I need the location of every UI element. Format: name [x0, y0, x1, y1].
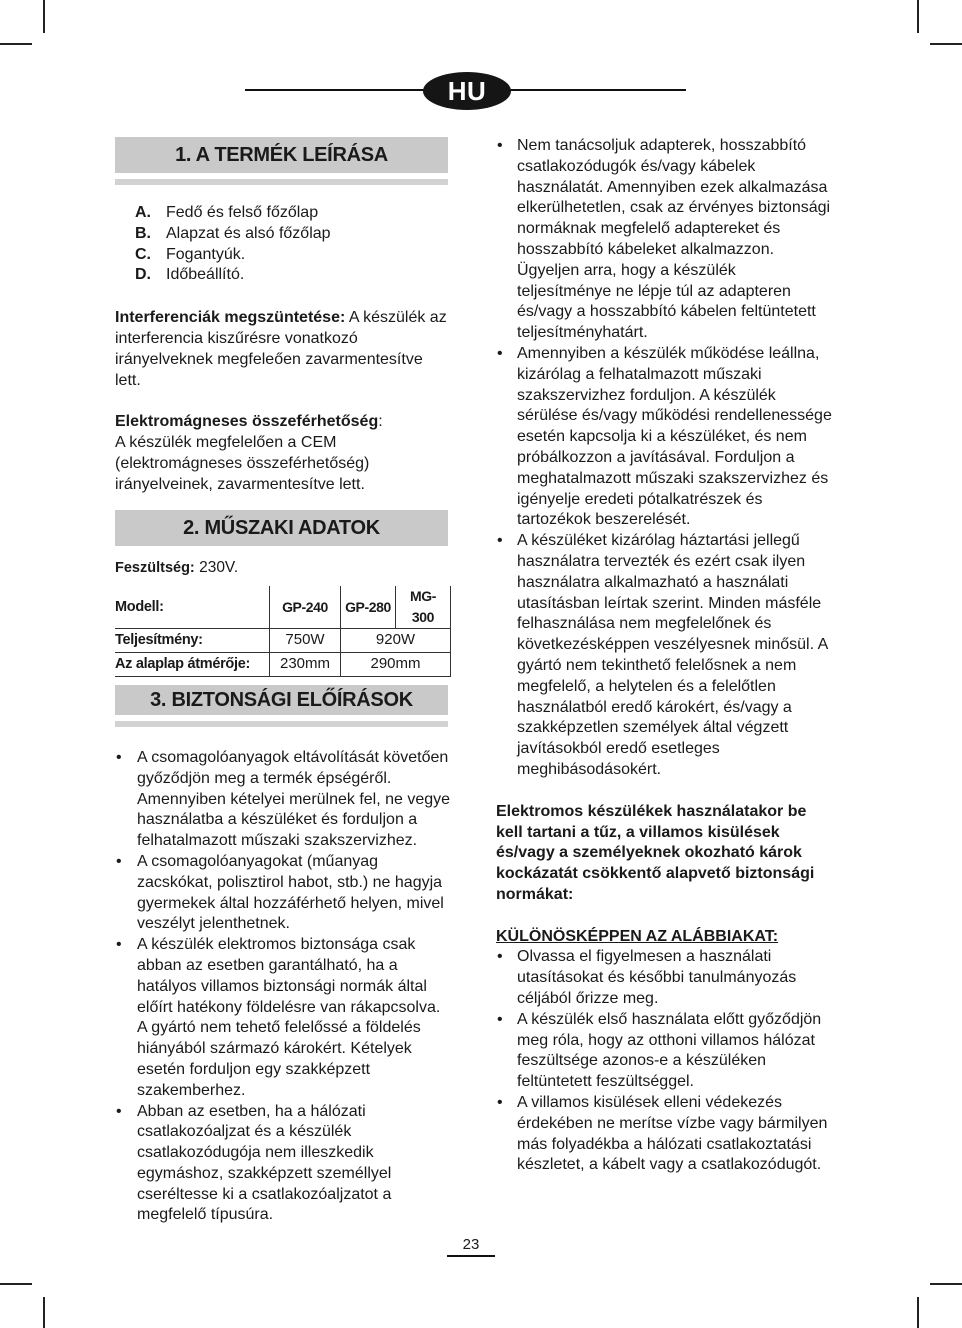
- crop-mark: [43, 0, 45, 33]
- section-rule: [115, 721, 448, 727]
- table-row: [115, 586, 451, 628]
- part-letter: C.: [135, 245, 151, 263]
- left-column: [115, 137, 451, 1226]
- section-heading: 1. A TERMÉK LEÍRÁSA: [115, 137, 448, 173]
- list-item: • A villamos kisülések elleni védekezés érdekében ne merítse vízbe vagy bármilyen más folyadékba a hálózati csatlakoztatási készletet, a kábelt vagy a csatlakozódugót.: [496, 1093, 832, 1176]
- crop-mark: [0, 43, 32, 45]
- safety-list-continued: [496, 136, 832, 781]
- especially-list: [496, 947, 832, 1176]
- model-header: GP-240: [270, 586, 341, 628]
- part-letter: D.: [135, 266, 151, 284]
- emc-colon: :: [378, 413, 383, 431]
- crop-mark: [917, 0, 919, 33]
- list-item: [135, 245, 451, 266]
- list-item: • A készülék elektromos biztonsága csak abban az esetben garantálható, ha a hatályos villamos biztonsági normák által előírt hatékony földelésre van rákapcsolva. A gyártó nem tehető felelőssé a földelés hiányából származó károkért. Kételyek esetén forduljon egy szakképzett szakemberhez.: [115, 935, 451, 1101]
- list-item: [135, 203, 451, 224]
- crop-mark: [0, 1283, 32, 1285]
- page-number-rule: [447, 1255, 495, 1257]
- table-cell: 750W: [270, 628, 341, 652]
- table-cell: 920W: [341, 628, 451, 652]
- warning-paragraph: Elektromos készülékek használatakor be kell tartani a tűz, a villamos kisülések és/vagy a személyeknek okozható károk kockázatát csökkentő alapvető biztonsági normákat:: [496, 802, 815, 903]
- model-header: GP-280: [341, 586, 396, 628]
- list-item: [135, 265, 451, 286]
- list-item: • Amennyiben a készülék működése leállna, kizárólag a felhatalmazott műszaki szakszervizhez forduljon. A készülék sérülése és/vagy működési rendellenessége esetén kapcsolja ki a készüléket, és nem próbálkozzon a javításával. Forduljon a meghatalmazott műszaki szakszervizhez és igényelje eredeti pótalkatrészek és tartozékok beszerelését.: [496, 344, 832, 531]
- table-row: [115, 628, 451, 652]
- voltage-line: [115, 558, 451, 579]
- safety-list: [115, 748, 451, 1226]
- interference-paragraph: [115, 308, 451, 391]
- power-label: Teljesítmény:: [115, 628, 270, 652]
- list-item: • A csomagolóanyagokat (műanyag zacskókat, polisztirol habot, stb.) ne hagyja gyermekek által hozzáférhető helyen, mivel veszélyt jelenthetnek.: [115, 852, 451, 935]
- header-rule-left: [245, 89, 425, 91]
- interference-label: Interferenciák megszüntetése:: [115, 309, 346, 327]
- especially-heading: KÜLÖNÖSKÉPPEN AZ ALÁBBIAKAT:: [496, 927, 779, 945]
- language-badge: HU: [423, 72, 511, 110]
- part-text: Fedő és felső főzőlap: [166, 204, 319, 221]
- emc-label: Elektromágneses összeférhetőség: [115, 413, 379, 431]
- list-item: • A készüléket kizárólag háztartási jellegű használatra tervezték és ezért csak ilyen használatra alkalmazható a használati utasításban leírtak szerint. Minden másféle felhasználása nem megfelelőnek és következésképpen veszélyesnek minősül. A gyártó nem tekinthető felelősnek a nem megfelelő, a helytelen és a felelőtlen használatból eredő károkért, és/vagy a szakképzetlen személyek által végzett javításokból eredő esetleges meghibásodásokért.: [496, 531, 832, 781]
- interference-text: A készülék az interferencia kiszűrésre vonatkozó irányelveknek megfeleően zavarmentesítve lett.: [115, 309, 447, 389]
- header-rule-right: [509, 89, 686, 91]
- specs-table: [115, 586, 451, 677]
- table-row: [115, 652, 451, 676]
- emc-paragraph: [115, 412, 451, 495]
- voltage-value: 230V.: [194, 558, 239, 576]
- list-item: • A csomagolóanyagok eltávolítását követően győződjön meg a termék épségéről. Amennyiben kételyei merülnek fel, ne vegye használatba a készüléket és forduljon a felhatalmazott műszaki szakszervizhez.: [115, 748, 451, 852]
- list-item: • Abban az esetben, ha a hálózati csatlakozóaljzat és a készülék csatlakozódugója nem illeszkedik egymáshoz, szakképzett személlyel cseréltesse ki a csatlakozóaljzatot a megfelelő típusúra.: [115, 1102, 451, 1227]
- table-cell: 230mm: [270, 652, 341, 676]
- crop-mark: [930, 43, 962, 45]
- right-column: [496, 136, 832, 1176]
- voltage-label: Feszültség:: [115, 559, 195, 576]
- parts-list: [135, 203, 451, 286]
- part-letter: B.: [135, 224, 151, 242]
- crop-mark: [43, 1297, 45, 1328]
- diameter-label: Az alaplap átmérője:: [115, 652, 270, 676]
- list-item: • A készülék első használata előtt győződjön meg róla, hogy az otthoni villamos hálózat feszültsége azonos-e a készüléken feltüntetett feszültséggel.: [496, 1010, 832, 1093]
- section-rule: [115, 179, 448, 185]
- section-heading: 2. MŰSZAKI ADATOK: [115, 510, 448, 546]
- crop-mark: [917, 1297, 919, 1328]
- section-heading: 3. BIZTONSÁGI ELŐÍRÁSOK: [115, 685, 448, 715]
- page-number: 23: [462, 1236, 480, 1253]
- emc-text: A készülék megfelelően a CEM (elektromágneses összeférhetőség) irányelveinek, zavarmentesítve lett.: [115, 434, 370, 493]
- crop-mark: [930, 1283, 962, 1285]
- part-text: Fogantyúk.: [166, 245, 246, 263]
- model-label: Modell:: [115, 598, 164, 615]
- part-text: Időbeállító.: [166, 266, 245, 284]
- model-header: MG-300: [396, 586, 451, 628]
- part-text: Alapzat és alsó főzőlap: [166, 224, 331, 242]
- table-cell: 290mm: [341, 652, 451, 676]
- list-item: • Olvassa el figyelmesen a használati utasításokat és későbbi tanulmányozás céljából őrizze meg.: [496, 947, 832, 1009]
- list-item: • Nem tanácsoljuk adapterek, hosszabbító csatlakozódugók és/vagy kábelek használatát. Amennyiben ezek alkalmazása elkerülhetetlen, csak az érvényes biztonsági normáknak megfelelő adaptereket és hosszabbító kábeleket alkalmazzon. Ügyeljen arra, hogy a készülék teljesítménye ne lépje túl az adapteren és/vagy a hosszabbító kábelen feltüntetett teljesítményhatárt.: [496, 136, 832, 344]
- list-item: [135, 224, 451, 245]
- part-letter: A.: [135, 204, 151, 221]
